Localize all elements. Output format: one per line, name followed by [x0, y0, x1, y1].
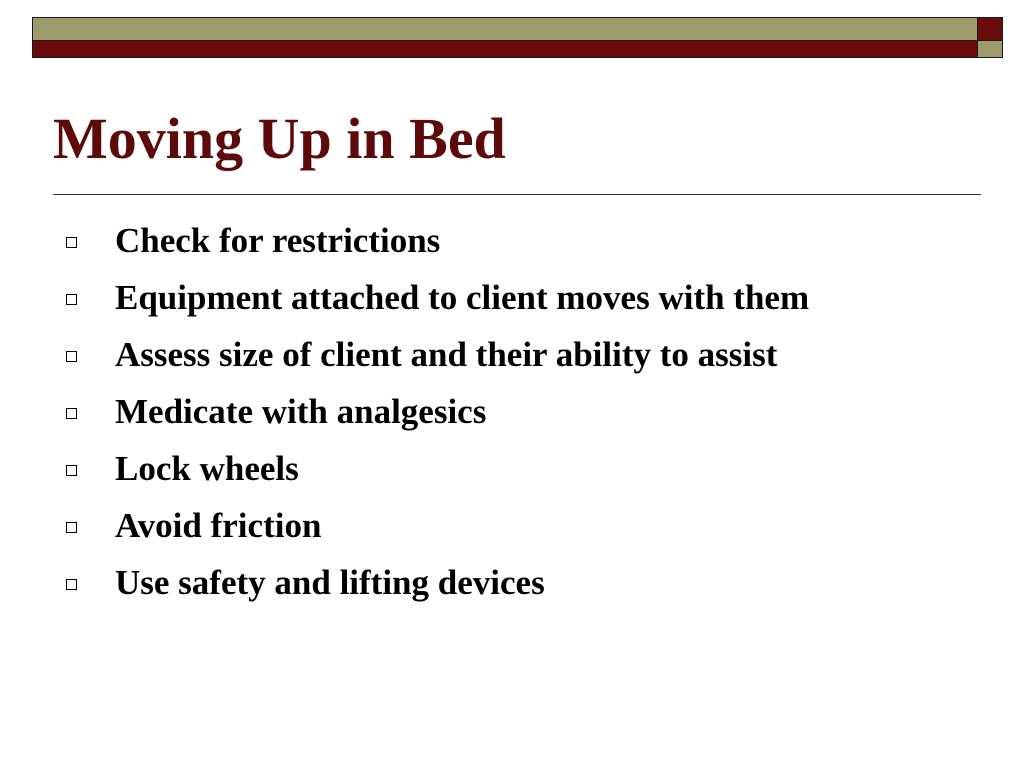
header-square-maroon	[977, 17, 1003, 41]
slide-title: Moving Up in Bed	[53, 106, 506, 171]
bullet-item	[66, 269, 809, 326]
title-divider	[53, 194, 981, 195]
header-bar-olive	[32, 17, 977, 41]
hollow-square-bullet-icon	[66, 351, 77, 362]
bullet-text: Lock wheels	[115, 448, 299, 488]
bullet-item	[66, 383, 809, 440]
bullet-text: Medicate with analgesics	[115, 391, 487, 431]
bullet-text: Assess size of client and their ability to assist	[115, 334, 778, 374]
bullet-item	[66, 440, 809, 497]
hollow-square-bullet-icon	[66, 237, 77, 248]
bullet-text: Check for restrictions	[115, 220, 441, 260]
bullet-text: Equipment attached to client moves with them	[115, 277, 810, 317]
hollow-square-bullet-icon	[66, 408, 77, 419]
bullet-list	[66, 212, 809, 611]
bullet-item	[66, 326, 809, 383]
bullet-text: Use safety and lifting devices	[115, 562, 545, 602]
bullet-text: Avoid friction	[115, 505, 322, 545]
bullet-item	[66, 212, 809, 269]
bullet-item	[66, 497, 809, 554]
header-bar-maroon	[32, 41, 977, 58]
header-square-olive	[977, 41, 1003, 58]
bullet-item	[66, 554, 809, 611]
hollow-square-bullet-icon	[66, 522, 77, 533]
hollow-square-bullet-icon	[66, 465, 77, 476]
hollow-square-bullet-icon	[66, 579, 77, 590]
hollow-square-bullet-icon	[66, 294, 77, 305]
